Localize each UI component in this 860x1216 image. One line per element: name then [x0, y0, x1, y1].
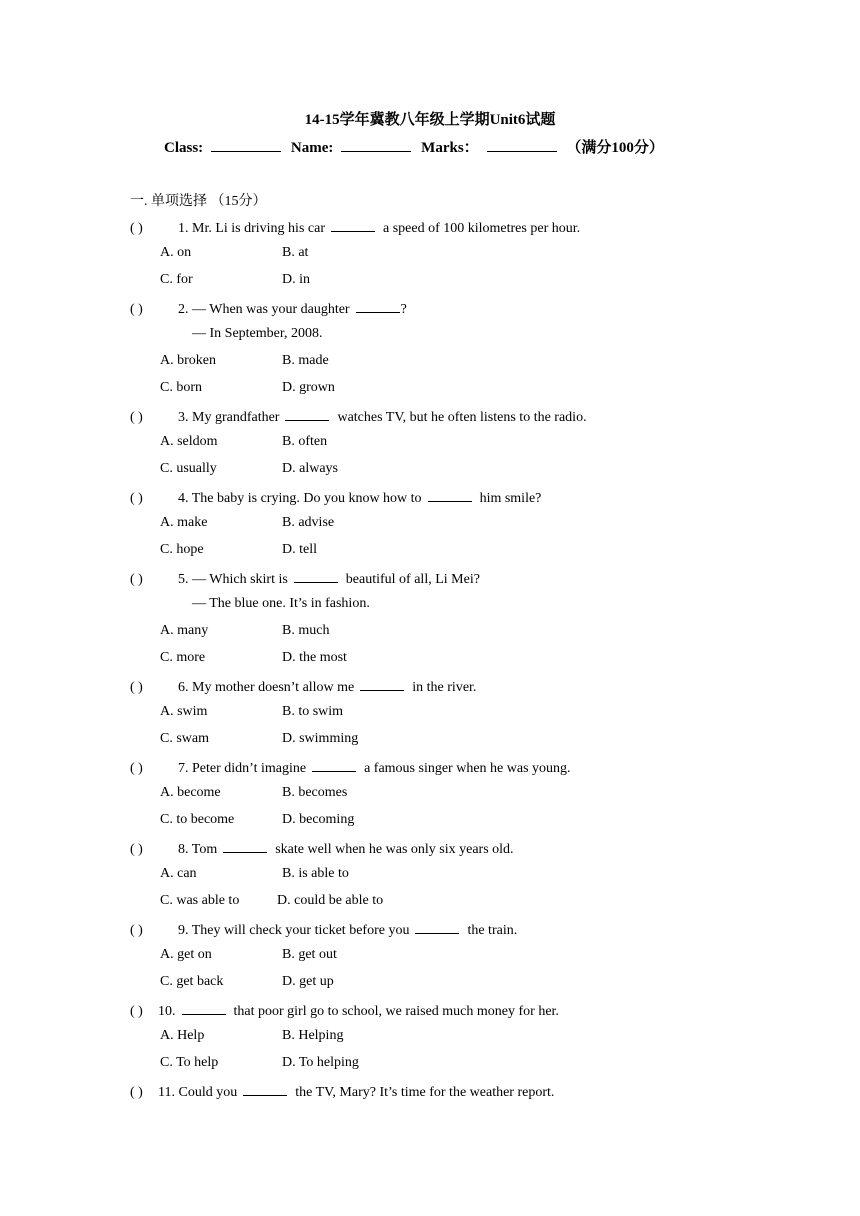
class-blank[interactable] — [211, 137, 281, 152]
answer-blank — [415, 920, 459, 934]
question-row — [130, 677, 476, 695]
option-a: A. seldom — [160, 434, 218, 449]
option-a: A. broken — [160, 353, 216, 368]
question-text: The baby is crying. Do you know how to — [191, 491, 422, 506]
question-row — [130, 299, 407, 317]
answer-paren[interactable]: ( ) — [130, 302, 143, 317]
answer-paren[interactable]: ( ) — [130, 221, 143, 236]
option-c: C. To help — [160, 1055, 219, 1070]
question-number: 6. — [178, 680, 189, 695]
question-text: Mr. Li is driving his car — [192, 221, 325, 236]
option-c: C. was able to — [160, 893, 240, 908]
answer-blank — [243, 1082, 287, 1096]
question-number: 2. — [178, 302, 189, 317]
question-row — [130, 758, 571, 776]
question-text: They will check your ticket before you — [191, 923, 410, 938]
question-number: 1. — [178, 221, 189, 236]
option-a: A. Help — [160, 1028, 205, 1043]
option-a: A. make — [160, 515, 208, 530]
answer-paren[interactable]: ( ) — [130, 1085, 143, 1100]
option-c: C. usually — [160, 461, 217, 476]
option-b: B. to swim — [282, 704, 344, 719]
answer-paren[interactable]: ( ) — [130, 410, 143, 425]
answer-paren[interactable]: ( ) — [130, 923, 143, 938]
option-c: C. swam — [160, 731, 209, 746]
question-text: Tom — [191, 842, 218, 857]
question-text-after: him smile? — [479, 491, 542, 506]
option-d: D. get up — [282, 974, 334, 989]
answer-paren[interactable]: ( ) — [130, 491, 143, 506]
question-text-after: beautiful of all, Li Mei? — [345, 572, 480, 587]
answer-blank — [285, 407, 329, 421]
question-text-after: watches TV, but he often listens to the radio. — [337, 410, 587, 425]
question-row — [130, 488, 541, 506]
option-c: C. get back — [160, 974, 224, 989]
option-d: D. becoming — [282, 812, 355, 827]
option-b: B. Helping — [282, 1028, 344, 1043]
question-text: My grandfather — [192, 410, 280, 425]
option-a: A. swim — [160, 704, 208, 719]
question-row — [130, 1082, 554, 1100]
option-c: C. born — [160, 380, 202, 395]
answer-paren[interactable]: ( ) — [130, 680, 143, 695]
question-number: 4. — [178, 491, 189, 506]
dialogue-answer: — In September, 2008. — [192, 326, 323, 341]
question-text: — Which skirt is — [192, 572, 288, 587]
option-d: D. always — [282, 461, 338, 476]
question-number: 5. — [178, 572, 189, 587]
answer-blank — [223, 839, 267, 853]
option-a: A. many — [160, 623, 209, 638]
option-b: B. is able to — [282, 866, 349, 881]
question-text-after: skate well when he was only six years old. — [275, 842, 514, 857]
question-row — [130, 569, 480, 587]
dialogue-answer: — The blue one. It’s in fashion. — [192, 596, 370, 611]
question-text: My mother doesn’t allow me — [192, 680, 355, 695]
marks-blank[interactable] — [487, 137, 557, 152]
option-a: A. on — [160, 245, 192, 260]
option-d: D. swimming — [282, 731, 359, 746]
option-c: C. more — [160, 650, 206, 665]
name-label: Name: — [290, 140, 334, 156]
question-number: 7. — [178, 761, 189, 776]
question-text-after: a speed of 100 kilometres per hour. — [383, 221, 581, 236]
option-c: C. hope — [160, 542, 204, 557]
question-number: 9. — [178, 923, 189, 938]
option-a: A. become — [160, 785, 221, 800]
marks-label: Marks： — [421, 140, 479, 156]
section-heading: 一. 单项选择 （15分） — [130, 194, 267, 209]
question-text-after: the TV, Mary? It’s time for the weather report. — [295, 1085, 555, 1100]
answer-blank — [312, 758, 356, 772]
question-text: — When was your daughter — [192, 302, 350, 317]
page-title: 14-15学年冀教八年级上学期Unit6试题 — [304, 112, 556, 128]
answer-blank — [428, 488, 472, 502]
question-row — [130, 920, 517, 938]
question-number: 11. — [158, 1085, 175, 1100]
option-b: B. becomes — [282, 785, 348, 800]
option-d: D. in — [282, 272, 310, 287]
answer-blank — [356, 299, 400, 313]
option-b: B. advise — [282, 515, 335, 530]
option-a: A. get on — [160, 947, 212, 962]
option-b: B. much — [282, 623, 330, 638]
answer-blank — [182, 1001, 226, 1015]
option-c: C. for — [160, 272, 193, 287]
question-row — [130, 218, 580, 236]
answer-blank — [360, 677, 404, 691]
question-number: 10. — [158, 1004, 176, 1019]
answer-paren[interactable]: ( ) — [130, 572, 143, 587]
question-text: Peter didn’t imagine — [192, 761, 307, 776]
full-marks: （满分100分） — [566, 140, 664, 156]
question-text-after: in the river. — [412, 680, 477, 695]
option-b: B. made — [282, 353, 329, 368]
option-d: D. the most — [282, 650, 347, 665]
question-row — [130, 839, 514, 857]
student-info-line — [164, 136, 664, 157]
class-label: Class: — [164, 140, 204, 156]
answer-paren[interactable]: ( ) — [130, 842, 143, 857]
answer-paren[interactable]: ( ) — [130, 761, 143, 776]
question-text-after: ? — [400, 302, 407, 317]
question-text-after: a famous singer when he was young. — [364, 761, 571, 776]
question-text: Could you — [178, 1085, 238, 1100]
option-d: D. could be able to — [277, 893, 384, 908]
question-text-after: the train. — [467, 923, 518, 938]
option-c: C. to become — [160, 812, 235, 827]
question-number: 8. — [178, 842, 189, 857]
option-d: D. grown — [282, 380, 335, 395]
name-blank[interactable] — [341, 137, 411, 152]
question-text-after: that poor girl go to school, we raised much money for her. — [233, 1004, 559, 1019]
answer-blank — [331, 218, 375, 232]
option-d: D. To helping — [282, 1055, 359, 1070]
option-b: B. at — [282, 245, 309, 260]
question-row — [130, 407, 587, 425]
option-a: A. can — [160, 866, 197, 881]
question-number: 3. — [178, 410, 189, 425]
answer-paren[interactable]: ( ) — [130, 1004, 143, 1019]
option-b: B. often — [282, 434, 328, 449]
answer-blank — [294, 569, 338, 583]
option-d: D. tell — [282, 542, 317, 557]
question-row — [130, 1001, 559, 1019]
option-b: B. get out — [282, 947, 337, 962]
